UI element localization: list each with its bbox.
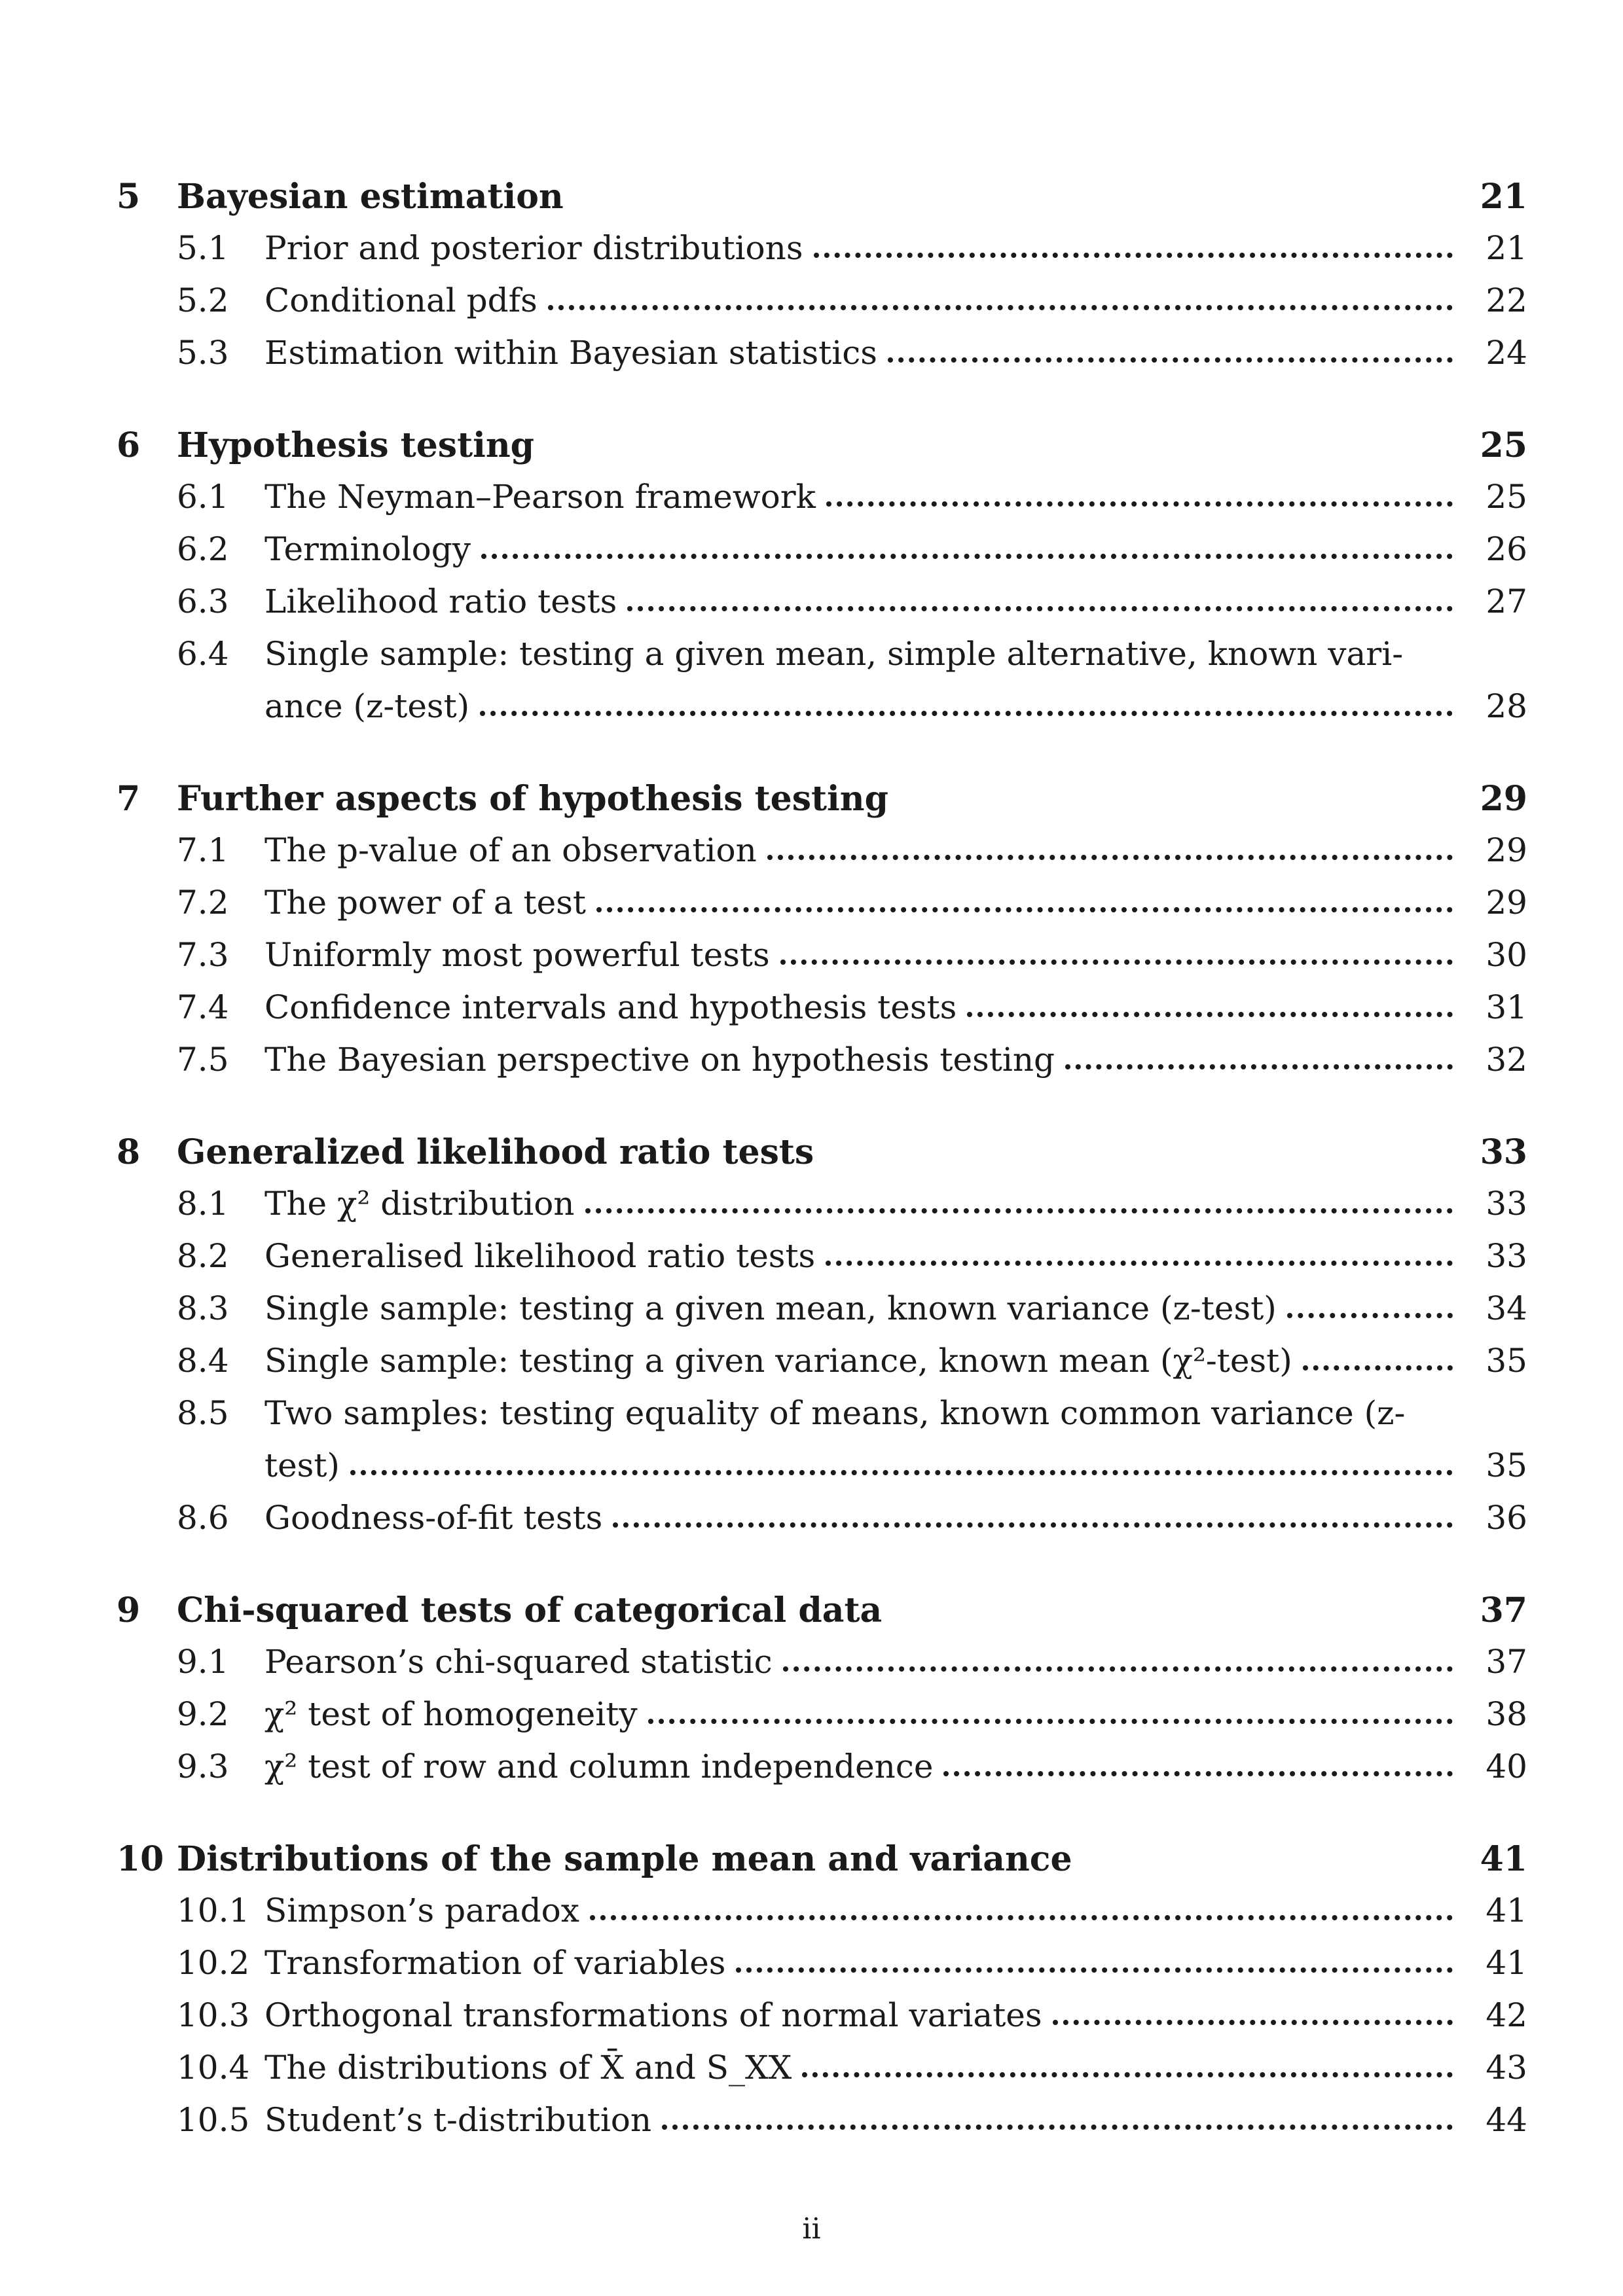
section-page: 33	[1486, 1185, 1527, 1223]
section-title: Terminology	[264, 530, 471, 568]
dot-leader	[783, 1666, 1453, 1672]
section-number: 10.3	[177, 1996, 250, 2034]
dot-leader	[585, 1208, 1453, 1213]
section-title: Transformation of variables	[264, 1944, 726, 1982]
section-number: 10.5	[177, 2101, 250, 2139]
section-number: 6.1	[177, 478, 229, 516]
dot-leader	[943, 1770, 1453, 1776]
section-number: 6.2	[177, 530, 229, 568]
chapter-title: Generalized likelihood ratio tests	[177, 1132, 814, 1172]
dot-leader	[967, 1011, 1453, 1017]
dot-leader	[350, 1469, 1453, 1475]
section-number: 7.5	[177, 1041, 229, 1079]
chapter-page: 41	[1480, 1839, 1527, 1879]
chapter-page: 25	[1480, 425, 1527, 465]
section-page: 27	[1486, 583, 1527, 620]
section-page: 40	[1486, 1748, 1527, 1785]
dot-leader	[613, 1522, 1453, 1528]
section-page: 24	[1486, 334, 1527, 372]
section-entry[interactable]	[117, 1892, 1527, 1944]
section-title: Confidence intervals and hypothesis tests	[264, 988, 957, 1026]
section-page: 43	[1486, 2049, 1527, 2087]
chapter-title: Further aspects of hypothesis testing	[177, 779, 888, 819]
section-entry[interactable]	[117, 1748, 1527, 1800]
dot-leader	[662, 2124, 1453, 2130]
dot-leader	[590, 1914, 1453, 1920]
chapter-6	[117, 425, 1527, 740]
section-title: Goodness-of-fit tests	[264, 1499, 603, 1537]
section-page: 31	[1486, 988, 1527, 1026]
section-title: Likelihood ratio tests	[264, 583, 617, 620]
dot-leader	[780, 959, 1453, 965]
section-entry[interactable]	[117, 2049, 1527, 2101]
section-page: 29	[1486, 831, 1527, 869]
section-number: 7.1	[177, 831, 229, 869]
section-title: Generalised likelihood ratio tests	[264, 1237, 816, 1275]
section-page: 37	[1486, 1643, 1527, 1681]
chapter-heading[interactable]	[117, 177, 1527, 229]
dot-leader	[767, 854, 1453, 860]
section-title: Estimation within Bayesian statistics	[264, 334, 877, 372]
section-page: 42	[1486, 1996, 1527, 2034]
chapter-heading[interactable]	[117, 1132, 1527, 1185]
section-entry[interactable]	[117, 1041, 1527, 1093]
table-of-contents	[117, 177, 1527, 2193]
section-entry[interactable]	[117, 1289, 1527, 1342]
section-number: 8.2	[177, 1237, 229, 1275]
chapter-7	[117, 779, 1527, 1093]
chapter-page: 37	[1480, 1590, 1527, 1630]
section-title: Student’s t-distribution	[264, 2101, 652, 2139]
section-entry[interactable]	[117, 281, 1527, 334]
chapter-9	[117, 1590, 1527, 1800]
section-number: 9.1	[177, 1643, 229, 1681]
section-entry[interactable]	[117, 1394, 1527, 1499]
section-number: 8.5	[177, 1394, 229, 1432]
section-title: Prior and posterior distributions	[264, 229, 803, 267]
section-page: 33	[1486, 1237, 1527, 1275]
chapter-heading[interactable]	[117, 779, 1527, 831]
section-number: 8.4	[177, 1342, 229, 1380]
dot-leader	[814, 252, 1453, 258]
dot-leader	[802, 2072, 1453, 2077]
section-entry[interactable]	[117, 1996, 1527, 2049]
section-entry[interactable]	[117, 478, 1527, 530]
chapter-title: Bayesian estimation	[177, 177, 564, 217]
section-entry[interactable]	[117, 884, 1527, 936]
section-entry[interactable]	[117, 635, 1527, 740]
dot-leader	[888, 357, 1453, 363]
dot-leader	[627, 605, 1453, 611]
chapter-heading[interactable]	[117, 425, 1527, 478]
section-number: 7.4	[177, 988, 229, 1026]
dot-leader	[648, 1718, 1453, 1724]
dot-leader	[596, 906, 1453, 912]
section-number: 10.1	[177, 1892, 250, 1929]
section-title: The power of a test	[264, 884, 586, 922]
section-page: 41	[1486, 1944, 1527, 1982]
section-number: 5.1	[177, 229, 229, 267]
section-page: 25	[1486, 478, 1527, 516]
page-number: ii	[802, 2212, 821, 2246]
section-number: 6.3	[177, 583, 229, 620]
section-entry[interactable]	[117, 1643, 1527, 1695]
section-entry[interactable]	[117, 1944, 1527, 1996]
chapter-page: 29	[1480, 779, 1527, 819]
dot-leader	[1065, 1064, 1453, 1069]
section-page: 22	[1486, 281, 1527, 319]
chapter-number: 7	[117, 779, 141, 819]
chapter-page: 33	[1480, 1132, 1527, 1172]
chapter-8	[117, 1132, 1527, 1551]
section-number: 5.3	[177, 334, 229, 372]
section-entry[interactable]	[117, 831, 1527, 884]
dot-leader	[1303, 1365, 1453, 1371]
section-title: Single sample: testing a given variance, known mean (χ²-test)	[264, 1342, 1292, 1380]
section-title: Orthogonal transformations of normal variates	[264, 1996, 1042, 2034]
chapter-5	[117, 177, 1527, 386]
chapter-number: 6	[117, 425, 141, 465]
section-page: 36	[1486, 1499, 1527, 1537]
chapter-number: 8	[117, 1132, 141, 1172]
section-page: 30	[1486, 936, 1527, 974]
section-number: 8.1	[177, 1185, 229, 1223]
section-title: Pearson’s chi-squared statistic	[264, 1643, 773, 1681]
section-entry[interactable]	[117, 936, 1527, 988]
section-entry[interactable]	[117, 2101, 1527, 2153]
section-page: 21	[1486, 229, 1527, 267]
chapter-heading[interactable]	[117, 1590, 1527, 1643]
section-entry[interactable]	[117, 1185, 1527, 1237]
section-page: 38	[1486, 1695, 1527, 1733]
section-entry[interactable]	[117, 334, 1527, 386]
dot-leader	[826, 501, 1453, 507]
section-title: Conditional pdfs	[264, 281, 538, 319]
section-page: 32	[1486, 1041, 1527, 1079]
dot-leader	[736, 1967, 1453, 1973]
section-number: 5.2	[177, 281, 229, 319]
section-number: 9.2	[177, 1695, 229, 1733]
section-entry[interactable]	[117, 530, 1527, 583]
section-page: 35	[1486, 1446, 1527, 1484]
section-number: 7.2	[177, 884, 229, 922]
chapter-heading[interactable]	[117, 1839, 1527, 1892]
section-page: 35	[1486, 1342, 1527, 1380]
dot-leader	[1053, 2019, 1453, 2025]
dot-leader	[480, 710, 1453, 716]
section-title: χ² test of row and column independence	[264, 1748, 934, 1785]
section-title: The p-value of an observation	[264, 831, 757, 869]
section-entry[interactable]	[117, 1499, 1527, 1551]
chapter-10	[117, 1839, 1527, 2153]
section-title: The Bayesian perspective on hypothesis testing	[264, 1041, 1055, 1079]
chapter-title: Distributions of the sample mean and variance	[177, 1839, 1072, 1879]
section-title: The Neyman–Pearson framework	[264, 478, 816, 516]
dot-leader	[1287, 1312, 1453, 1318]
dot-leader	[548, 304, 1453, 310]
section-title: Single sample: testing a given mean, known variance (z-test)	[264, 1289, 1277, 1327]
section-page: 28	[1486, 687, 1527, 725]
section-title: The χ² distribution	[264, 1185, 575, 1223]
section-number: 6.4	[177, 635, 229, 673]
section-number: 8.3	[177, 1289, 229, 1327]
dot-leader	[826, 1260, 1453, 1266]
section-page: 29	[1486, 884, 1527, 922]
section-title-line2: test)	[264, 1446, 340, 1484]
section-number: 8.6	[177, 1499, 229, 1537]
section-title: The distributions of X̄ and S_XX	[264, 2049, 792, 2087]
section-number: 7.3	[177, 936, 229, 974]
chapter-title: Hypothesis testing	[177, 425, 535, 465]
section-entry[interactable]	[117, 1695, 1527, 1748]
section-page: 34	[1486, 1289, 1527, 1327]
section-entry[interactable]	[117, 229, 1527, 281]
section-entry[interactable]	[117, 1237, 1527, 1289]
section-entry[interactable]	[117, 1342, 1527, 1394]
section-entry[interactable]	[117, 988, 1527, 1041]
section-page: 41	[1486, 1892, 1527, 1929]
chapter-title: Chi-squared tests of categorical data	[177, 1590, 883, 1630]
chapter-page: 21	[1480, 177, 1527, 217]
section-page: 26	[1486, 530, 1527, 568]
chapter-number: 9	[117, 1590, 141, 1630]
section-title-line1: Single sample: testing a given mean, simple alternative, known vari-	[264, 635, 1404, 673]
chapter-number: 10	[117, 1839, 164, 1879]
section-title: χ² test of homogeneity	[264, 1695, 638, 1733]
dot-leader	[481, 553, 1453, 559]
section-title-line2: ance (z-test)	[264, 687, 470, 725]
section-title: Uniformly most powerful tests	[264, 936, 770, 974]
section-number: 10.2	[177, 1944, 250, 1982]
section-entry[interactable]	[117, 583, 1527, 635]
section-number: 9.3	[177, 1748, 229, 1785]
section-title-line1: Two samples: testing equality of means, known common variance (z-	[264, 1394, 1406, 1432]
section-number: 10.4	[177, 2049, 250, 2087]
chapter-number: 5	[117, 177, 141, 217]
section-title: Simpson’s paradox	[264, 1892, 579, 1929]
section-page: 44	[1486, 2101, 1527, 2139]
